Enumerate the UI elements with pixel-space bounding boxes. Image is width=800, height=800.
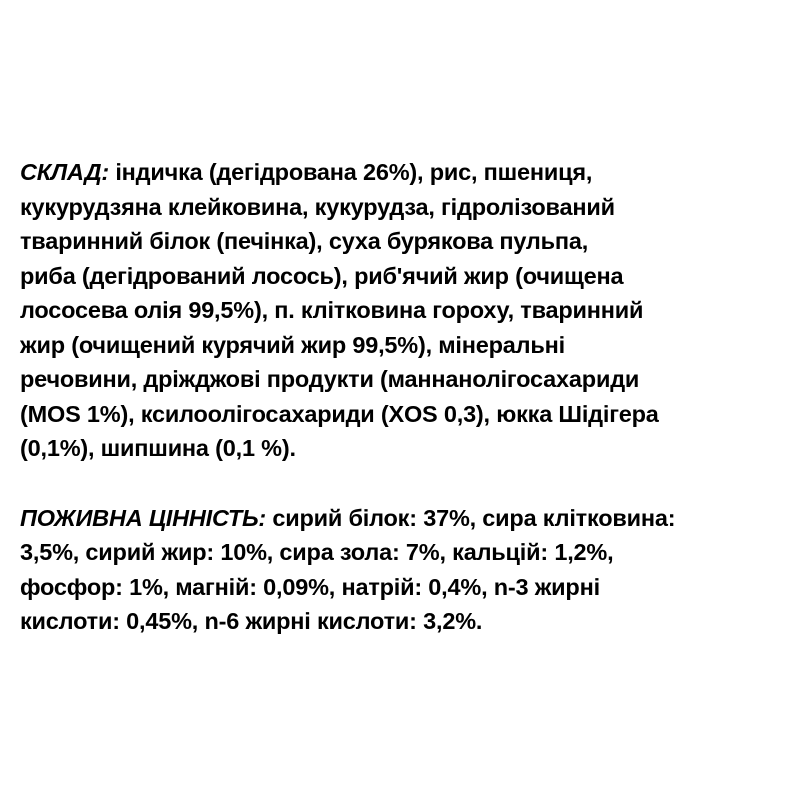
composition-paragraph [20, 155, 790, 466]
composition-line: кукурудзяна клейковина, кукурудза, гідролізований [20, 193, 615, 220]
nutrition-line [20, 501, 790, 536]
nutrition-line: фосфор: 1%, магній: 0,09%, натрій: 0,4%, n-3 жирні [20, 573, 600, 600]
composition-line: (0,1%), шипшина (0,1 %). [20, 435, 296, 461]
nutrition-label: ПОЖИВНА ЦІННІСТЬ: [20, 504, 267, 531]
nutrition-line: кислоти: 0,45%, n-6 жирні кислоти: 3,2%. [20, 608, 483, 634]
composition-line: тваринний білок (печінка), суха бурякова пульпа, [20, 228, 589, 254]
nutrition-paragraph [20, 501, 790, 639]
composition-line [20, 155, 790, 190]
nutrition-line: 3,5%, сирий жир: 10%, сира зола: 7%, кальцій: 1,2%, [20, 539, 614, 565]
composition-label: СКЛАД: [20, 159, 110, 185]
ingredients-document [20, 155, 790, 639]
composition-line: (MOS 1%), ксилоолігосахариди (XOS 0,3), юкка Шідігера [20, 400, 659, 427]
nutrition-line-text: сирий білок: 37%, сира клітковина: [266, 504, 676, 531]
composition-line: речовини, дріжджові продукти (маннанолігосахариди [20, 366, 640, 392]
composition-line: жир (очищений курячий жир 99,5%), мінеральні [20, 331, 565, 358]
composition-line-text: індичка (дегідрована 26%), рис, пшениця, [109, 159, 593, 185]
composition-line: риба (дегідрований лосось), риб'ячий жир (очищена [20, 262, 624, 289]
composition-line: лососева олія 99,5%), п. клітковина гороху, тваринний [20, 297, 644, 323]
